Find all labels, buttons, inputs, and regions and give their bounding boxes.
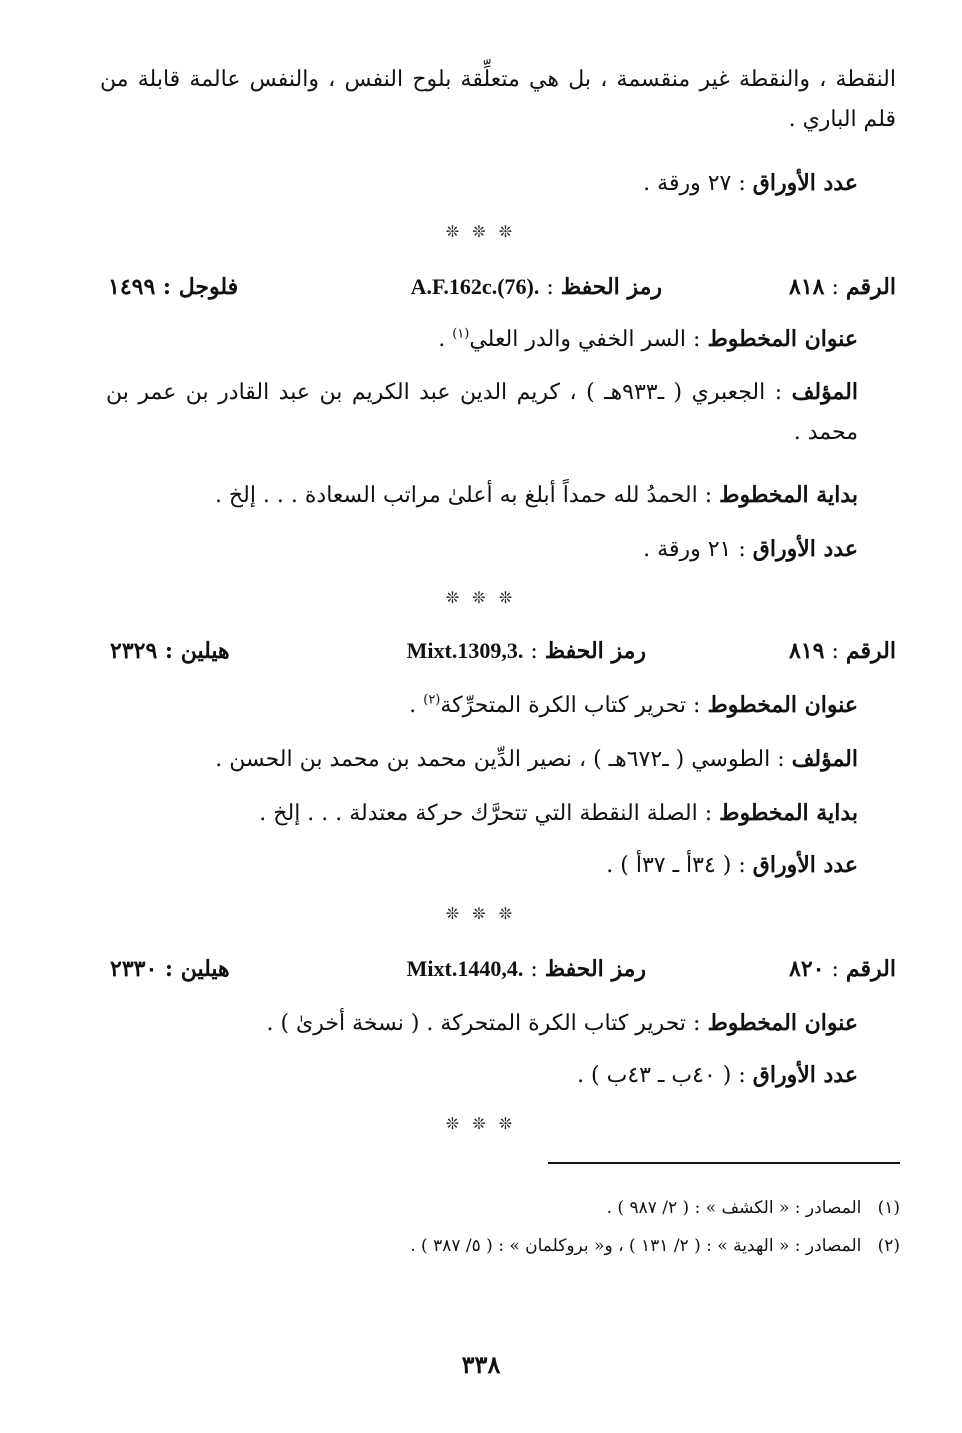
title-line: عنوان المخطوط : السر الخفي والدر العلي$^{(١)}$ . <box>438 326 858 352</box>
folios-label: عدد الأوراق <box>752 170 858 196</box>
author-paragraph: المؤلف : الجعبري ( ـ٩٣٣هـ ) ، كريم الدين عبد الكريم بن عبد القادر بن عمر بن محمد . <box>106 379 858 445</box>
footnote-number: (١) <box>877 1198 900 1218</box>
folios-line: عدد الأوراق : ( ٣٤أ ـ ٣٧أ ) . <box>606 852 858 878</box>
footnote-number: (٢) <box>877 1236 900 1256</box>
footnote-rule <box>548 1162 900 1164</box>
footnote-text: المصادر : « الهدية » : ( ٢/ ١٣١ ) ، و« بروكلمان » : ( ٥/ ٣٨٧ ) . <box>410 1236 862 1256</box>
footnote <box>607 1196 900 1220</box>
entry-number-line: الرقم : ٨١٨ <box>789 274 896 300</box>
footnote <box>410 1234 900 1258</box>
folios-line: عدد الأوراق : ٢١ ورقة . <box>643 536 858 562</box>
incipit-line: بداية المخطوط : الحمدُ لله حمداً أبلغ به أعلىٰ مراتب السعادة . . . إلخ . <box>214 482 858 508</box>
catalog-reference: هيلين : ٢٣٢٩ <box>110 638 230 664</box>
shelf-mark-line: رمز الحفظ : Mixt.1309,3. <box>406 638 646 664</box>
section-separator: ❊ ❊ ❊ <box>445 222 517 241</box>
folios-line: عدد الأوراق : ( ٤٠ب ـ ٤٣ب ) . <box>577 1062 858 1088</box>
catalog-reference: فلوجل : ١٤٩٩ <box>108 274 239 300</box>
author-line: المؤلف : الطوسي ( ـ٦٧٢هـ ) ، نصير الدِّين محمد بن محمد بن الحسن . <box>215 746 858 772</box>
footnote-ref: (١) <box>452 326 470 342</box>
shelf-mark-line: رمز الحفظ : Mixt.1440,4. <box>406 956 646 982</box>
catalog-reference: هيلين : ٢٣٣٠ <box>110 956 230 982</box>
page-number: ٣٣٨ <box>461 1350 501 1379</box>
title-line: عنوان المخطوط : تحرير كتاب الكرة المتحركة . ( نسخة أخرىٰ ) . <box>266 1010 858 1036</box>
intro-folios-line: عدد الأوراق : ٢٧ ورقة . <box>643 170 858 196</box>
shelf-mark-line: رمز الحفظ : A.F.162c.(76). <box>410 274 662 300</box>
incipit-line: بداية المخطوط : الصلة النقطة التي تتحرَّك حركة معتدلة . . . إلخ . <box>259 800 858 826</box>
footnote-text: المصادر : « الكشف » : ( ٢/ ٩٨٧ ) . <box>606 1198 862 1218</box>
section-separator: ❊ ❊ ❊ <box>445 588 517 607</box>
folios-value: ٢٧ ورقة . <box>643 171 732 196</box>
title-line: عنوان المخطوط : تحرير كتاب الكرة المتحرِّكة$^{(٢)}$ . <box>409 692 858 718</box>
section-separator: ❊ ❊ ❊ <box>445 1114 517 1133</box>
entry-number-line: الرقم : ٨٢٠ <box>789 956 896 982</box>
footnote-ref: (٢) <box>423 692 441 708</box>
section-separator: ❊ ❊ ❊ <box>445 904 517 923</box>
intro-paragraph: النقطة ، والنقطة غير منقسمة ، بل هي متعلِّقة بلوح النفس ، والنفس عالمة قابلة من قلم الباري . <box>100 67 896 132</box>
entry-number-line: الرقم : ٨١٩ <box>789 638 896 664</box>
